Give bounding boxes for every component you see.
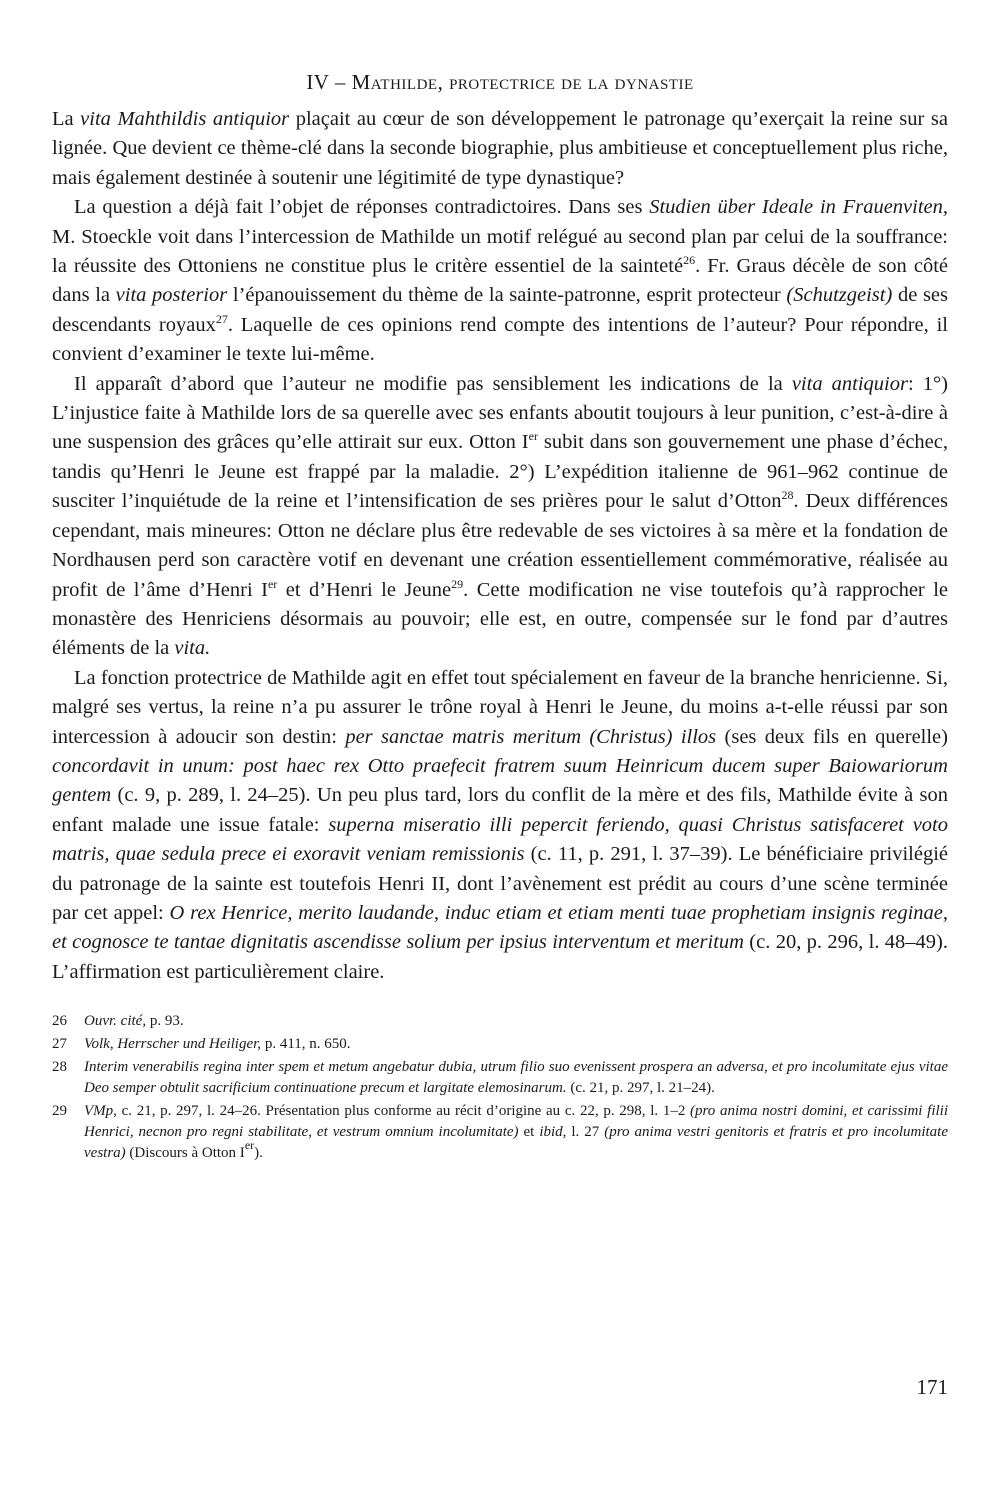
text-run: (c. 9, p. 289, l. 24–25). Un peu plus tard, lors du conflit de la mère et des fils, Mathilde évite à son enfant malade une issue fatale: (52, 784, 948, 836)
text-run: M. Stoeckle voit dans l’intercession de Mathilde un motif relégué au second plan par celui de la souffrance: la réussite des Ottoniens ne constitue plus le critère essentiel de la sainteté (52, 225, 948, 278)
text-run: l’épanouissement du thème de la sainte-patronne, esprit protecteur (227, 284, 787, 307)
footnote-ref: 26 (683, 253, 696, 268)
footnote-text (84, 1011, 948, 1032)
text-run: l. 27 (566, 1124, 605, 1141)
footnote-number: 26 (52, 1013, 67, 1030)
text-run: et (518, 1124, 540, 1141)
italic-run: Ouvr. cité, (84, 1013, 147, 1030)
italic-run: vita. (174, 637, 211, 660)
italic-run: vita antiquior (791, 372, 908, 395)
text-run: : 1°) L’injustice faite à Mathilde lors de sa querelle avec ses enfants aboutit toujours à leur punition, c’est-à-dire à une suspension des grâces qu’elle attirait sur eux. Otton I (52, 372, 948, 454)
text-run: La fonction protectrice de Mathilde agit en effet tout spécialement en faveur de la branche henricienne. Si, malgré ses vertus, la reine n’a pu assurer le trône royal à Henri le Jeune, du moins a-t-elle réussi par son intercession à adoucir son destin: (52, 666, 948, 748)
superscript: er (267, 576, 278, 591)
text-run: (c. 21, p. 297, l. 21–24). (566, 1080, 715, 1097)
italic-run: Volk, Herrscher und Heiliger, (84, 1036, 262, 1053)
footnote-number: 29 (52, 1103, 67, 1120)
italic-run: ibid, (539, 1124, 567, 1141)
text-run: p. 411, n. 650. (261, 1036, 351, 1053)
paragraph-2 (52, 193, 948, 369)
page-number: 171 (916, 1375, 948, 1399)
text-run: . Laquelle de ces opinions rend compte des intentions de l’auteur? Pour répondre, il convient d’examiner le texte lui-même. (52, 313, 948, 366)
paragraph-4 (52, 664, 948, 987)
text-run: subit dans son gouvernement une phase d’échec, tandis qu’Henri le Jeune est frappé par la maladie. 2°) L’expédition italienne de 961–962 continue de susciter l’inquiétude de la reine et l’intensification de ses prières pour le salut d’Otton (52, 431, 948, 513)
italic-run: O rex Henrice, merito laudande, induc etiam et etiam menti tuae prophetiam insignis reginae, et cognosce te tantae dignitatis ascendisse solium per ipsius interventum et meritum (52, 901, 948, 954)
italic-run: (pro anima nostri domini, et carissimi filii Henrici, necnon pro regni stabilitate, et vestrum omnium incolumitate) (84, 1103, 948, 1141)
running-head-title: Mathilde, protectrice de la dynastie (351, 70, 694, 94)
italic-run: Studien über Ideale in Frauenviten, (649, 196, 949, 219)
footnote-29 (52, 1101, 948, 1164)
text-run: ). (254, 1145, 263, 1162)
footnote-text (84, 1101, 948, 1164)
italic-run: Interim venerabilis regina inter spem et metum angebatur dubia, utrum filio suo evenissent prospera an adversa, et pro incolumitate ejus vitae Deo semper obtulit sacrificium continuatione precum et largitate elemosinarum. (84, 1059, 948, 1097)
running-head-roman: IV – (306, 70, 352, 94)
text-run: (c. 11, p. 291, l. 37–39). Le bénéficiaire privilégié du patronage de la sainte est toutefois Henri II, dont l’avènement est prédit au cours d’une scène terminée par cet appel: (52, 843, 948, 924)
footnote-26 (52, 1011, 948, 1032)
text-run: de ses descendants royaux (52, 284, 948, 336)
italic-run: vita Mahthildis antiquior (80, 108, 290, 130)
text-run: (c. 20, p. 296, l. 48–49). L’affirmation est particulièrement claire. (52, 931, 948, 983)
italic-run: (Schutzgeist) (786, 284, 893, 307)
text-run: (Discours à Otton I (125, 1145, 245, 1162)
text-run: . Deux différences cependant, mais mineures: Otton ne déclare plus être redevable de ses victoires à sa mère et la fondation de Nordhausen perd son caractère votif en devenant une création essentiellement commémorative, réalisée au profit de l’âme d’Henri I (52, 490, 948, 601)
superscript: er (528, 429, 538, 444)
text-run: p. 93. (146, 1013, 184, 1030)
footnote-ref: 28 (781, 488, 794, 503)
text-run: (ses deux fils en querelle) (716, 725, 948, 748)
superscript: er (244, 1138, 255, 1153)
italic-run: vita posterior (115, 284, 228, 307)
footnote-text (84, 1034, 948, 1055)
footnote-number: 28 (52, 1059, 67, 1076)
page-content (52, 70, 948, 1166)
italic-run: (pro anima vestri genitoris et fratris et pro incolumitate vestra) (84, 1124, 949, 1162)
italic-run: concordavit in unum: post haec rex Otto praefecit fratrem suum Heinricum ducem super Baiowariorum gentem (52, 754, 948, 807)
paragraph-3 (52, 370, 948, 664)
text-run: . Cette modification ne vise toutefois qu’à rapprocher le monastère des Henriciens désormais au pouvoir; elle est, en outre, compensée sur le fond par d’autres éléments de la (52, 578, 948, 660)
footnotes (52, 1011, 948, 1164)
footnote-ref: 27 (215, 311, 228, 326)
footnote-27 (52, 1034, 948, 1055)
text-run: plaçait au cœur de son développement le patronage qu’exerçait la reine sur sa lignée. Que devient ce thème-clé dans la seconde biographie, plus ambitieuse et conceptuellement plus riche, mais également destinée à soutenir une légitimité de type dynastique? (52, 108, 948, 189)
running-head (52, 70, 948, 95)
footnote-ref: 29 (451, 576, 464, 591)
paragraph-1 (52, 105, 948, 193)
body-text (52, 105, 948, 987)
text-run: et d’Henri le Jeune (277, 578, 452, 601)
footnote-number: 27 (52, 1036, 67, 1053)
italic-run: superna miseratio illi pepercit feriendo, quasi Christus satisfaceret voto matris, quae sedula prece ei exoravit veniam remissionis (52, 813, 948, 866)
text-run: . Fr. Graus décèle de son côté dans la (52, 255, 948, 307)
footnote-text (84, 1057, 948, 1099)
italic-run: per sanctae matris meritum (Christus) illos (345, 725, 717, 748)
italic-run: VMp, (84, 1103, 117, 1120)
text-run: c. 21, p. 297, l. 24–26. Présentation plus conforme au récit d’origine au c. 22, p. 298, l. 1–2 (116, 1103, 691, 1120)
footnote-28 (52, 1057, 948, 1099)
text-run: La (52, 108, 81, 130)
text-run: Il apparaît d’abord que l’auteur ne modifie pas sensiblement les indications de la (74, 372, 792, 395)
text-run: La question a déjà fait l’objet de réponses contradictoires. Dans ses (74, 196, 650, 219)
